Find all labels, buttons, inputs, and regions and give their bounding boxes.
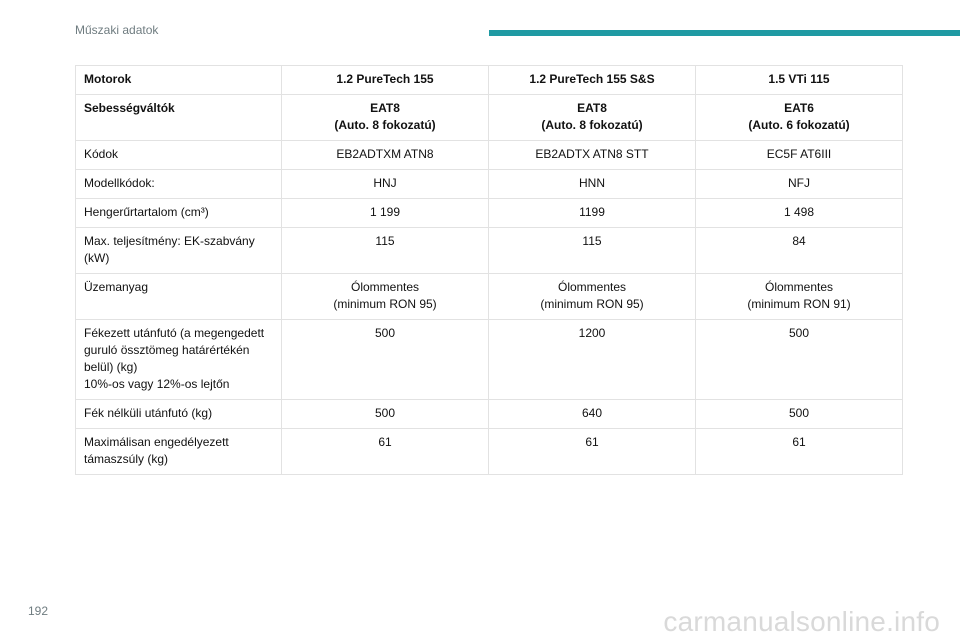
row-value: 640: [489, 400, 696, 429]
row-label: Kódok: [76, 141, 282, 170]
row-value: 61: [489, 429, 696, 475]
table-row: [76, 141, 903, 170]
row-value: 84: [696, 228, 903, 274]
row-value: Ólommentes (minimum RON 91): [696, 274, 903, 320]
page-number: 192: [28, 604, 49, 618]
row-value: 61: [282, 429, 489, 475]
header-accent-bar: [489, 30, 960, 36]
row-label: Fékezett utánfutó (a megengedett guruló össztömeg határértékén belül) (kg) 10%-os vagy 12%-os lejtőn: [76, 320, 282, 400]
table-row: [76, 66, 903, 95]
table-row: [76, 170, 903, 199]
row-label: Hengerűrtartalom (cm³): [76, 199, 282, 228]
row-label: Maximálisan engedélyezett támaszsúly (kg): [76, 429, 282, 475]
row-value: HNN: [489, 170, 696, 199]
row-value: Ólommentes (minimum RON 95): [489, 274, 696, 320]
table-row: [76, 95, 903, 141]
table-row: [76, 274, 903, 320]
row-value: 500: [696, 400, 903, 429]
table-row: [76, 320, 903, 400]
row-value: NFJ: [696, 170, 903, 199]
row-value: EAT8 (Auto. 8 fokozatú): [282, 95, 489, 141]
site-watermark: carmanualsonline.info: [663, 606, 940, 637]
row-value: HNJ: [282, 170, 489, 199]
row-value: EB2ADTXM ATN8: [282, 141, 489, 170]
row-value: 500: [282, 320, 489, 400]
row-value: 1200: [489, 320, 696, 400]
row-value: 500: [282, 400, 489, 429]
row-label: Üzemanyag: [76, 274, 282, 320]
row-value: Ólommentes (minimum RON 95): [282, 274, 489, 320]
row-label: Max. teljesítmény: EK-szabvány (kW): [76, 228, 282, 274]
row-label: Sebességváltók: [76, 95, 282, 141]
row-value: EAT8 (Auto. 8 fokozatú): [489, 95, 696, 141]
row-value: 500: [696, 320, 903, 400]
table-row: [76, 400, 903, 429]
row-value: 115: [282, 228, 489, 274]
row-value: 1 199: [282, 199, 489, 228]
row-label: Fék nélküli utánfutó (kg): [76, 400, 282, 429]
row-value: 1.2 PureTech 155: [282, 66, 489, 95]
row-value: 115: [489, 228, 696, 274]
row-label: Modellkódok:: [76, 170, 282, 199]
row-value: 1199: [489, 199, 696, 228]
table-row: [76, 228, 903, 274]
table-row: [76, 429, 903, 475]
row-value: EAT6 (Auto. 6 fokozatú): [696, 95, 903, 141]
section-header-title: Műszaki adatok: [75, 23, 159, 37]
row-value: EC5F AT6III: [696, 141, 903, 170]
row-value: 1 498: [696, 199, 903, 228]
row-label: Motorok: [76, 66, 282, 95]
row-value: 1.2 PureTech 155 S&S: [489, 66, 696, 95]
table-row: [76, 199, 903, 228]
specifications-table: [75, 65, 903, 475]
row-value: 61: [696, 429, 903, 475]
row-value: 1.5 VTi 115: [696, 66, 903, 95]
row-value: EB2ADTX ATN8 STT: [489, 141, 696, 170]
